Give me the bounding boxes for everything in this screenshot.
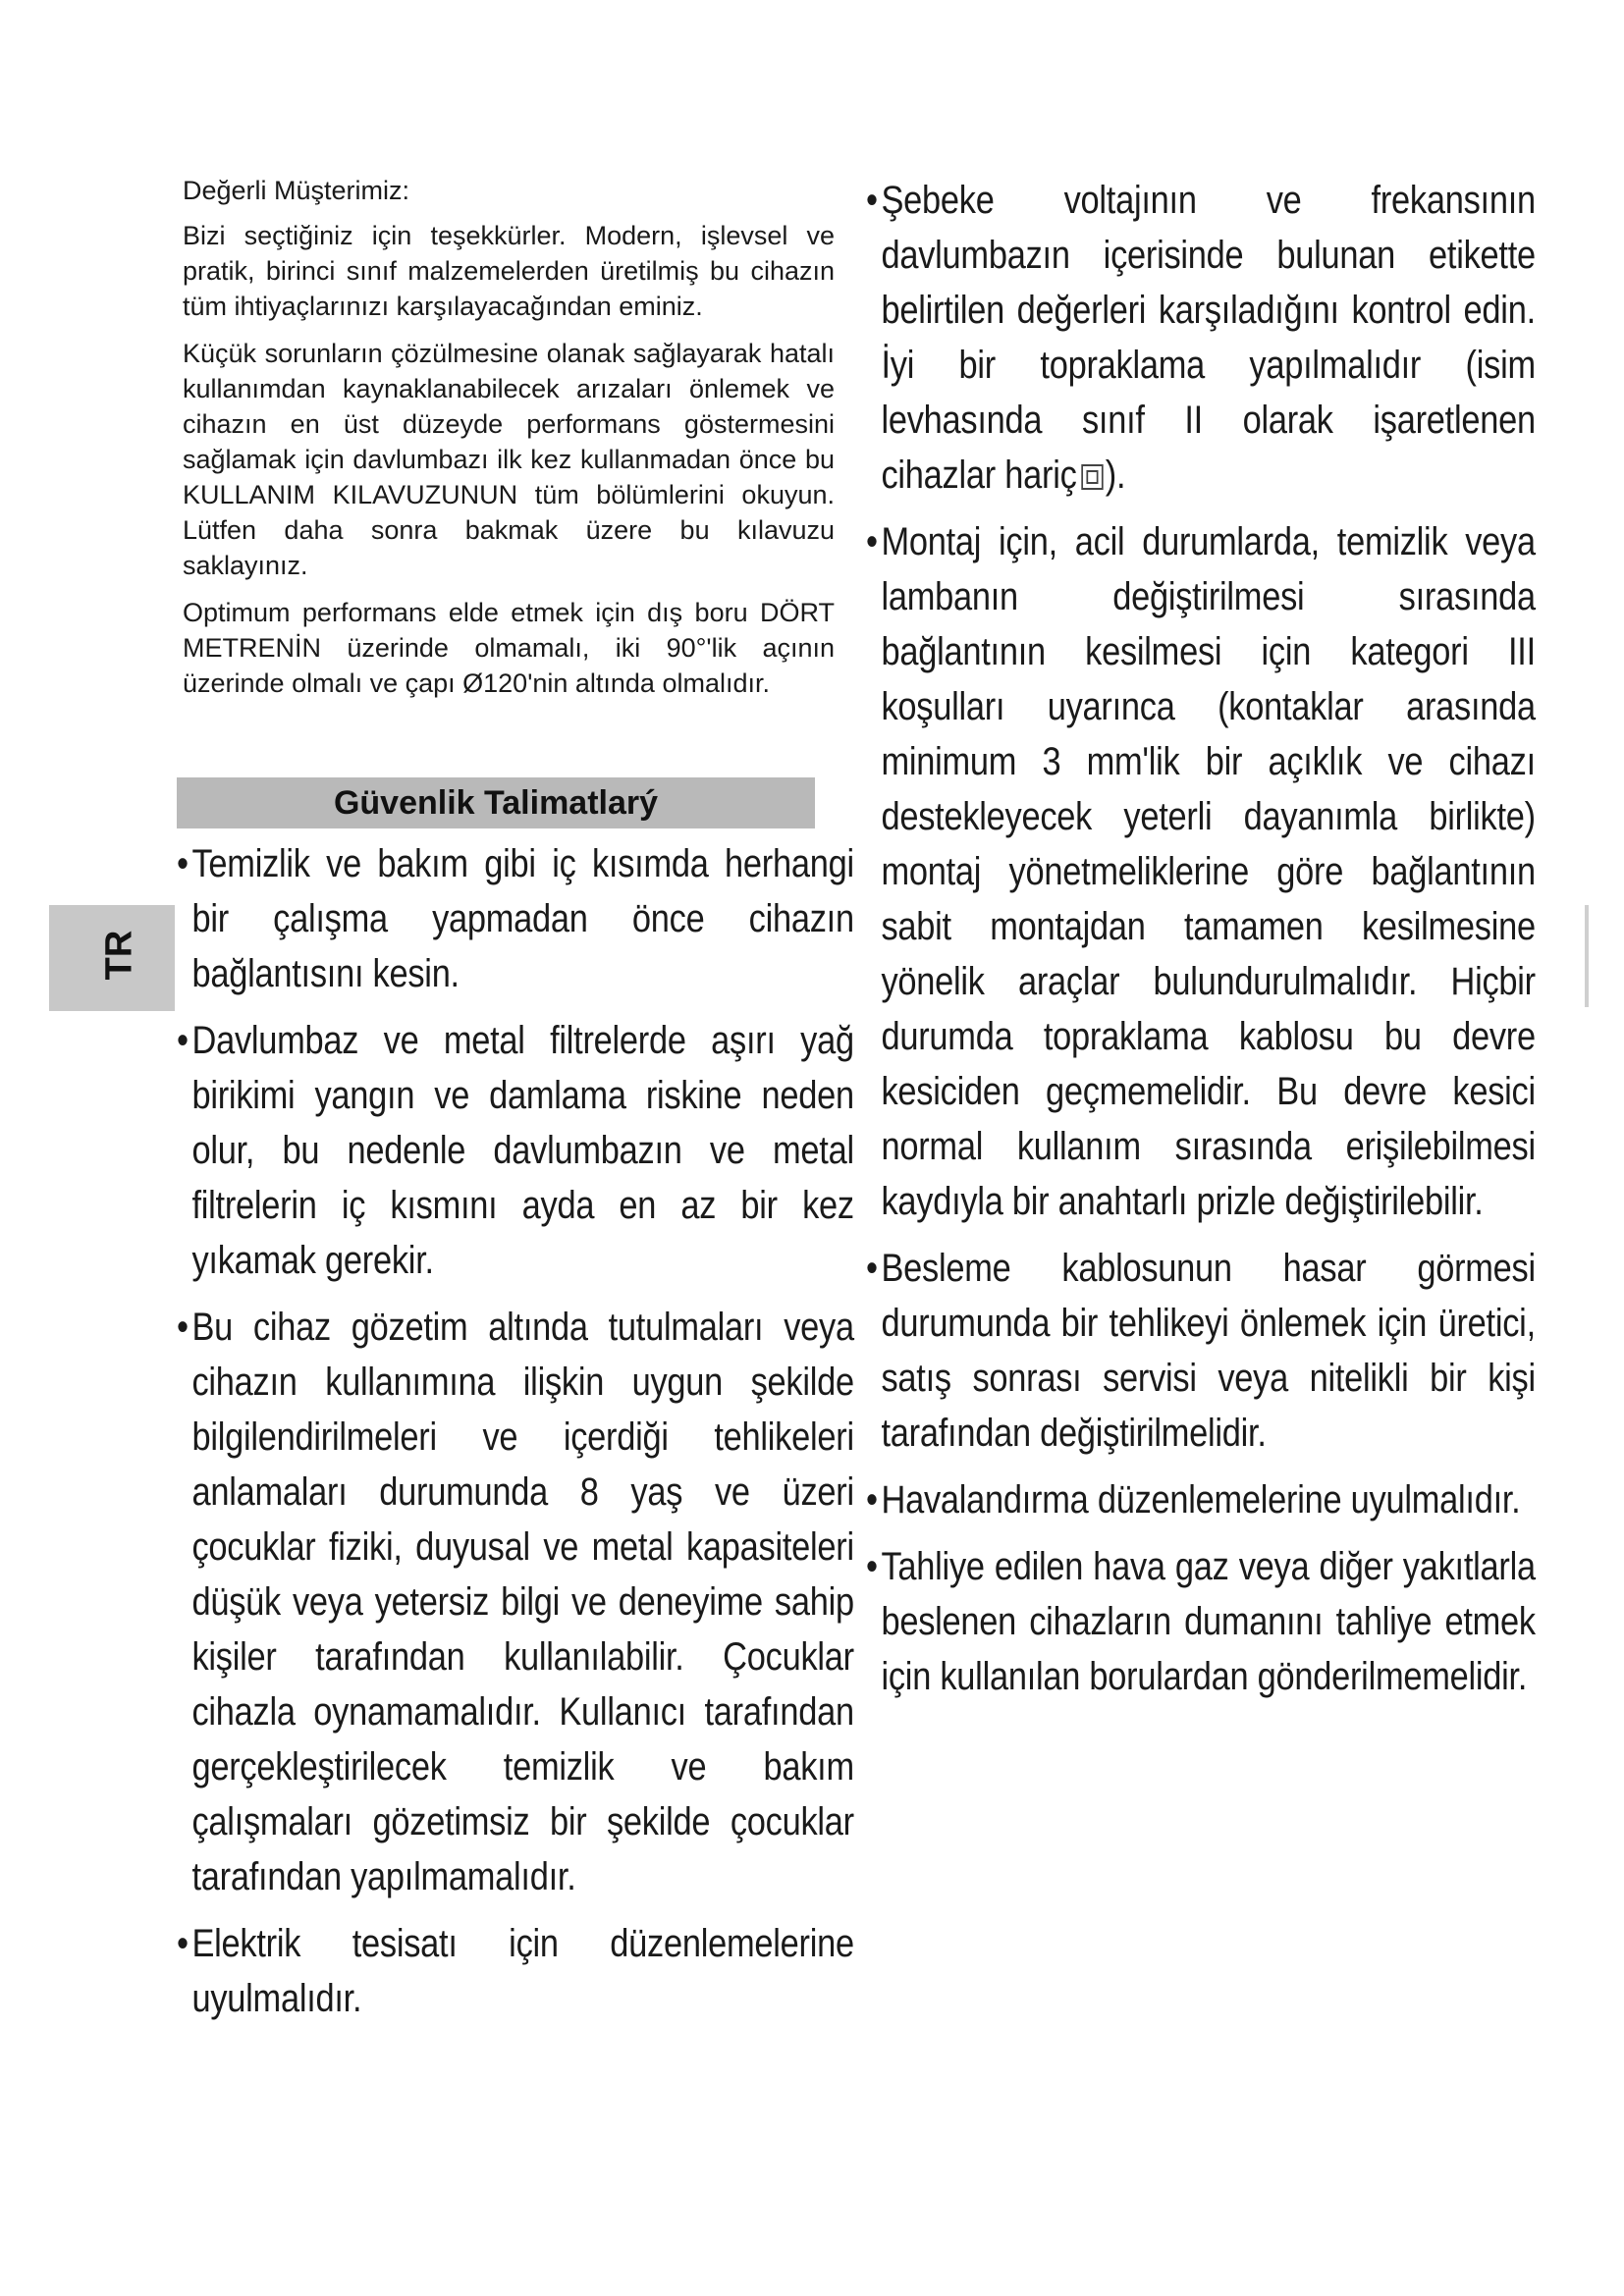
safety-item: • Temizlik ve bakım gibi iç kısımda herhangi bir çalışma yapmadan önce cihazın bağlantısını kesin. xyxy=(177,836,854,1001)
safety-item: • Montaj için, acil durumlarda, temizlik veya lambanın değiştirilmesi sırasında bağlantının kesilmesi için kategori III koşulları uyarınca (kontaklar arasında minimum 3 mm'lik bir açıklık ve cihazı destekleyecek yeterli dayanımla birlikte) montaj yönetmeliklerine göre bağlantının sabit montajdan tamamen kesilmesine yönelik araçlar bulundurulmalıdır. Hiçbir durumda topraklama kablosu bu devre kesiciden geçmemelidir. Bu devre kesici normal kullanım sırasında erişilebilmesi kaydıyla bir anahtarlı prizle değiştirilebilir. xyxy=(866,514,1536,1229)
safety-list-left xyxy=(177,836,854,2038)
intro-paragraph: Optimum performans elde etmek için dış boru DÖRT METRENİN üzerinde olmamalı, iki 90°'lik açının üzerinde olmalı ve çapı Ø120'nin altında olmalıdır. xyxy=(183,598,835,698)
intro-paragraph: Küçük sorunların çözülmesine olanak sağlayarak hatalı kullanımdan kaynaklanabilecek arızaları önlemek ve cihazın en üst düzeyde performans göstermesini sağlamak için davlumbazı ilk kez kullanmadan önce bu KULLANIM KILAVUZUNUN tüm bölümlerini okuyun. Lütfen daha sonra bakmak üzere bu kılavuzu saklayınız. xyxy=(183,339,835,580)
page-edge-mark xyxy=(1585,905,1589,1007)
class-ii-double-insulation-icon xyxy=(1082,464,1104,490)
greeting: Değerli Müşterimiz: xyxy=(183,176,410,205)
intro-section xyxy=(183,173,835,713)
section-title: Güvenlik Talimatlarý xyxy=(333,784,659,822)
safety-item: • Havalandırma düzenlemelerine uyulmalıdır. xyxy=(866,1472,1536,1527)
language-tab xyxy=(49,905,175,1011)
safety-item: • Tahliye edilen hava gaz veya diğer yakıtlarla beslenen cihazların dumanını tahliye etmek için kullanılan borulardan gönderilmemelidir. xyxy=(866,1539,1536,1704)
safety-item: • Bu cihaz gözetim altında tutulmaları veya cihazın kullanımına ilişkin uygun şekilde bilgilendirilmeleri ve içerdiği tehlikeleri anlamaları durumunda 8 yaş ve üzeri çocuklar fiziki, duyusal ve metal kapasiteleri düşük veya yetersiz bilgi ve deneyime sahip kişiler tarafından kullanılabilir. Çocuklar cihazla oynamamalıdır. Kullanıcı tarafından gerçekleştirilecek temizlik ve bakım çalışmaları gözetimsiz bir şekilde çocuklar tarafından yapılmamalıdır. xyxy=(177,1300,854,1904)
safety-item: • Besleme kablosunun hasar görmesi durumunda bir tehlikeyi önlemek için üretici, satış sonrası servisi veya nitelikli bir kişi tarafından değiştirilmelidir. xyxy=(866,1241,1536,1461)
voltage-text: Şebeke voltajının ve frekansının davlumbazın içerisinde bulunan etikette belirtilen değerleri karşıladığını kontrol edin. İyi bir topraklama yapılmalıdır (isim levhasında sınıf II olarak işaretlenen cihazlar hariç xyxy=(881,179,1536,497)
safety-item-voltage xyxy=(866,173,1536,503)
safety-item: • Davlumbaz ve metal filtrelerde aşırı yağ birikimi yangın ve damlama riskine neden olur, bu nedenle davlumbazın ve metal filtrelerin iç kısmını ayda en az bir kez yıkamak gerekir. xyxy=(177,1013,854,1288)
language-tab-label: TR xyxy=(98,930,140,981)
safety-list-right xyxy=(866,173,1536,1716)
safety-item: • Elektrik tesisatı için düzenlemelerine uyulmalıdır. xyxy=(177,1916,854,2026)
section-title-bar xyxy=(177,777,815,828)
voltage-text-end: ). xyxy=(1105,454,1126,497)
intro-paragraph: Bizi seçtiğiniz için teşekkürler. Modern, işlevsel ve pratik, birinci sınıf malzemelerden üretilmiş bu cihazın tüm ihtiyaçlarınızı karşılayacağından eminiz. xyxy=(183,221,835,321)
